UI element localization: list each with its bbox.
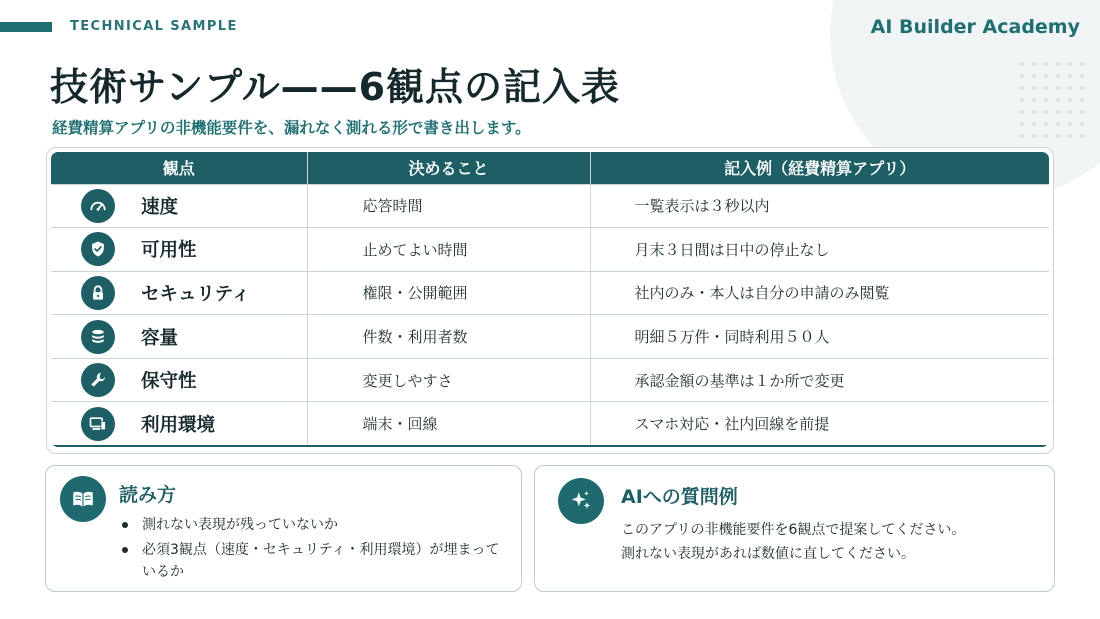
- brand-logo: AI Builder Academy: [870, 16, 1080, 38]
- aspect-name: 利用環境: [141, 414, 216, 436]
- prompt-line: このアプリの非機能要件を6観点で提案してください。: [621, 522, 966, 538]
- table-row: [51, 358, 1049, 402]
- aspect-cell: [51, 402, 307, 446]
- column-header-decide: 決めること: [307, 152, 590, 184]
- aspect-name: セキュリティ: [141, 283, 251, 305]
- decide-cell: 端末・回線: [307, 402, 590, 446]
- list-item: 測れない表現が残っていないか: [120, 514, 510, 536]
- example-cell: 社内のみ・本人は自分の申請のみ閲覧: [590, 271, 1049, 315]
- table-row: [51, 402, 1049, 446]
- aspect-name: 速度: [141, 196, 179, 218]
- aspect-cell: [51, 315, 307, 359]
- table-row: [51, 271, 1049, 315]
- table-row: [51, 228, 1049, 272]
- aspect-cell: [51, 184, 307, 228]
- page-title: 技術サンプル——6観点の記入表: [50, 65, 621, 109]
- sparkle-icon: [558, 478, 604, 524]
- example-cell: スマホ対応・社内回線を前提: [590, 402, 1049, 446]
- column-header-example: 記入例（経費精算アプリ）: [590, 152, 1049, 184]
- ai-question-title: AIへの質問例: [621, 486, 738, 508]
- aspect-name: 保守性: [141, 371, 197, 393]
- requirements-table-card: [46, 147, 1054, 454]
- database-icon: [81, 320, 115, 354]
- example-cell: 明細５万件・同時利用５０人: [590, 315, 1049, 359]
- ai-question-card: [534, 465, 1055, 592]
- eyebrow-label: TECHNICAL SAMPLE: [70, 19, 238, 34]
- reading-guide-list: [120, 514, 510, 586]
- aspect-cell: [51, 271, 307, 315]
- aspect-cell: [51, 358, 307, 402]
- aspect-name: 容量: [141, 327, 179, 349]
- shield-check-icon: [81, 232, 115, 266]
- decide-cell: 件数・利用者数: [307, 315, 590, 359]
- book-icon: [60, 476, 106, 522]
- aspect-cell: [51, 228, 307, 272]
- table-header-row: [51, 152, 1049, 184]
- aspect-name: 可用性: [141, 240, 197, 262]
- reading-guide-card: [45, 465, 522, 592]
- example-cell: 月末３日間は日中の停止なし: [590, 228, 1049, 272]
- wrench-icon: [81, 363, 115, 397]
- header-accent-bar: [0, 22, 52, 32]
- decorative-dot-grid: [1016, 58, 1088, 142]
- page-subtitle: 経費精算アプリの非機能要件を、漏れなく測れる形で書き出します。: [52, 119, 531, 137]
- ai-question-prompt: [621, 518, 1041, 566]
- lock-icon: [81, 276, 115, 310]
- devices-icon: [81, 407, 115, 441]
- decide-cell: 止めてよい時間: [307, 228, 590, 272]
- prompt-line: 測れない表現があれば数値に直してください。: [621, 546, 915, 562]
- table-row: [51, 315, 1049, 359]
- column-header-aspect: 観点: [51, 152, 307, 184]
- decide-cell: 変更しやすさ: [307, 358, 590, 402]
- example-cell: 承認金額の基準は１か所で変更: [590, 358, 1049, 402]
- table-row: [51, 184, 1049, 228]
- speedometer-icon: [81, 189, 115, 223]
- example-cell: 一覧表示は３秒以内: [590, 184, 1049, 228]
- reading-guide-title: 読み方: [119, 484, 177, 506]
- decide-cell: 権限・公開範囲: [307, 271, 590, 315]
- decide-cell: 応答時間: [307, 184, 590, 228]
- requirements-table: [51, 152, 1049, 447]
- list-item: 必須3観点（速度・セキュリティ・利用環境）が埋まっているか: [120, 539, 510, 583]
